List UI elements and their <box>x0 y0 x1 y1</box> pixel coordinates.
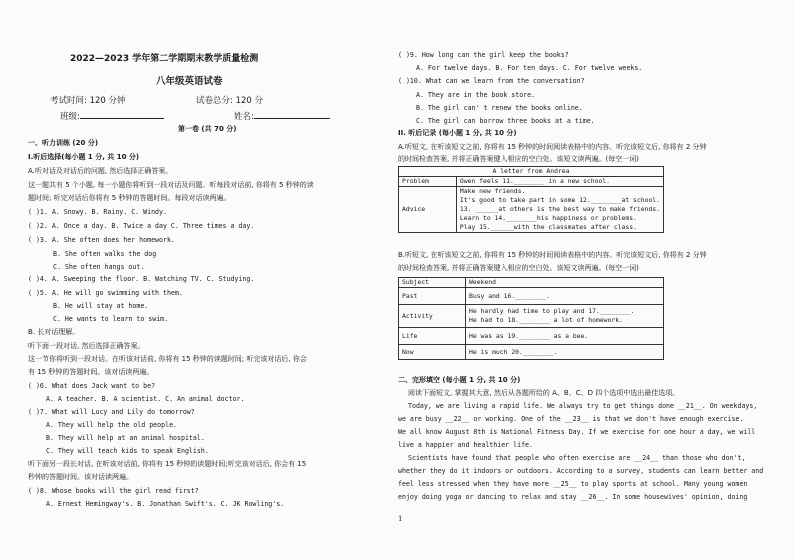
instruction-line: 听下面另一段长对话, 在听该对话前, 你将有 15 秒钟的读题时间;听完该对话后, 你会有 15 <box>28 460 307 468</box>
option-line: A. Ernest Hemingway's. B. Jonathan Swift's. C. JK Rowling's. <box>46 500 285 508</box>
table-b <box>398 277 664 360</box>
table-cell: Advice <box>399 187 457 233</box>
table-cell: Busy and 16.________. <box>466 288 664 305</box>
table-cell: Subject <box>399 278 466 288</box>
section1a-heading: I.听后选择(每小题 1 分, 共 10 分) <box>28 153 140 161</box>
instruction-line: 秒钟的答题时间。该对话读两遍。 <box>28 473 133 481</box>
option-line: B. They will help at an animal hospital. <box>46 434 205 442</box>
question-5: ( )5. A. He will go swimming with them. <box>28 289 183 297</box>
question-6: ( )6. What does Jack want to be? <box>28 382 156 390</box>
instruction-line: B.听短文, 在听该短文之前, 你将有 15 秒钟的时间阅读表格中的内容。听完该短文后, 你将有 2 分钟 <box>398 251 707 259</box>
table-line: He hardly had time to play and 17.________. <box>469 307 635 315</box>
table-cell: Now <box>399 345 466 360</box>
instruction-line: 这一节你将听到一段对话。在听该对话前, 你将有 15 秒钟的读题时间; 听完该对话后, 你会 <box>28 355 307 363</box>
section1-heading: 一、听力训练 (20 分) <box>28 139 99 147</box>
table-cell: Activity <box>399 305 466 328</box>
class-blank[interactable] <box>80 110 164 119</box>
instruction-line: 题时间; 听完对话后你将有 5 秒钟的答题时间。每段对话读两遍。 <box>28 194 231 202</box>
passage-line: enjoy doing yoga or dancing to relax and stay __26__. In some housewives' opinion, doing <box>398 493 748 501</box>
question-8: ( )8. Whose books will the girl read first? <box>28 487 199 495</box>
option-line: C. The girl can borrow three books at a time. <box>416 117 595 125</box>
option-line: C. She often hangs out. <box>53 263 145 271</box>
question-9: ( )9. How long can the girl keep the books? <box>398 51 569 59</box>
table-cell <box>456 187 663 233</box>
question-7: ( )7. What will Lucy and Lily do tomorrow? <box>28 408 195 416</box>
table-line: 13. ______at others is the best way to make friends. <box>459 205 660 213</box>
part1-heading: 第一卷 (共 70 分) <box>178 125 237 133</box>
table-line: He had to 18.________ a lot of homework. <box>469 316 623 324</box>
option-line: B. She often walks the dog <box>53 250 157 258</box>
instruction-line: 有 15 秒钟的答题时间。该对话读两遍。 <box>28 368 154 376</box>
table-line: It's good to take part in some 12.________at school. <box>459 196 660 204</box>
table-line: Make new friends. <box>459 187 526 195</box>
passage-line: Today, we are living a rapid life. We always try to get things done __21__. On weekdays, <box>408 402 758 410</box>
exam-subtitle: 八年级英语试卷 <box>156 76 223 87</box>
passage-line: Scientists have found that people who often exercise are __24__ than those who don't, <box>408 454 746 462</box>
instruction-line: 的时间检查答案, 并将正确答案键入相应的空白处。该短文读两遍。(每空一词) <box>398 264 639 272</box>
class-label: 班级: <box>60 112 80 122</box>
question-2: ( )2. A. Once a day. B. Twice a day C. Three times a day. <box>28 222 255 230</box>
instruction-line: 听下面一段对话, 然后选择正确答案。 <box>28 342 145 350</box>
table-line: Play 15.______with the classmates after class. <box>459 223 637 231</box>
left-column <box>28 0 398 560</box>
option-line: A. A teacher. B. A scientist. C. An animal doctor. <box>46 395 245 403</box>
instruction-line: 的时间检查答案, 并将正确答案键入相应的空白处。该短文读两遍。(每空一词) <box>398 155 639 163</box>
table-cell: Owen feels 11.________ in a new school. <box>456 177 663 187</box>
instruction-line: 这一题共有 5 个小题, 每一小题你将听到一段对话及问题。听每段对话前, 你将有 5 秒钟的读 <box>28 181 314 189</box>
passage-line: feel less stressed when they have more __25__ to play sports at school. Many young women <box>398 480 748 488</box>
table-a-header: A letter from Andrea <box>399 167 664 177</box>
passage-line: whether they do it indoors or outdoors. According to a survey, students can learn better and <box>398 467 764 475</box>
question-3: ( )3. A. She often does her homework. <box>28 236 175 244</box>
question-10: ( )10. What can we learn from the conversation? <box>398 77 585 85</box>
table-cell: Past <box>399 288 466 305</box>
section2-heading: II. 听后记录 (每小题 1 分, 共 10 分) <box>398 129 517 137</box>
section3-instruction: 阅读下面短文, 掌握其大意, 然后从各题所给的 A、B、C、D 四个选项中选出最佳选项。 <box>408 389 680 397</box>
passage-line: live a happier and healthier life. <box>398 441 533 449</box>
exam-title: 2022—2023 学年第二学期期末教学质量检测 <box>70 54 259 64</box>
name-blank[interactable] <box>254 110 330 119</box>
class-field <box>60 110 164 122</box>
table-cell <box>466 305 664 328</box>
table-line: Learn to 14.________his happiness or problems. <box>459 214 637 222</box>
table-cell: Life <box>399 328 466 345</box>
exam-time: 考试时间: 120 分钟 <box>50 96 126 106</box>
page-number: 1 <box>398 515 403 523</box>
total-score: 试卷总分: 120 分 <box>196 96 263 106</box>
option-line: B. He will stay at home. <box>53 302 149 310</box>
question-4: ( )4. A. Sweeping the floor. B. Watching TV. C. Studying. <box>28 275 255 283</box>
option-line: C. He wants to learn to swim. <box>53 315 169 323</box>
right-column <box>398 0 768 560</box>
passage-line: we are busy __22__ or working. One of the __23__ is that we don't have enough exercise. <box>398 415 744 423</box>
table-cell: Problem <box>399 177 457 187</box>
passage-line: We all know August 8th is National Fitness Day. If we exercise for one hour a day, we will <box>398 428 756 436</box>
section3-heading: 二、完形填空 (每小题 1 分, 共 10 分) <box>398 376 521 384</box>
option-line: A. They will help the old people. <box>46 421 178 429</box>
name-field <box>234 110 330 122</box>
option-line: B. The girl can' t renew the books online. <box>416 104 583 112</box>
question-1: ( )1. A. Snowy. B. Rainy. C. Windy. <box>28 208 167 216</box>
table-cell: He is much 20.________. <box>466 345 664 360</box>
table-a <box>398 166 664 233</box>
option-line: A. For twelve days. B. For ten days. C. For twelve weeks. <box>416 64 643 72</box>
name-label: 姓名: <box>234 112 254 122</box>
table-cell: He was as 19.________ as a bee. <box>466 328 664 345</box>
section1a-A-instruction: A.听对话及对话后的问题, 然后选择正确答案。 <box>28 167 173 175</box>
table-cell: Weekend <box>466 278 664 288</box>
option-line: C. They will teach kids to speak English. <box>46 447 209 455</box>
instruction-line: A.听短文, 在听该短文之前, 你将有 15 秒钟的时间阅读表格中的内容。听完该短文后, 你将有 2 分钟 <box>398 143 707 151</box>
section1a-B-heading: B. 长对话理解。 <box>28 328 80 336</box>
option-line: A. They are in the book store. <box>416 91 536 99</box>
